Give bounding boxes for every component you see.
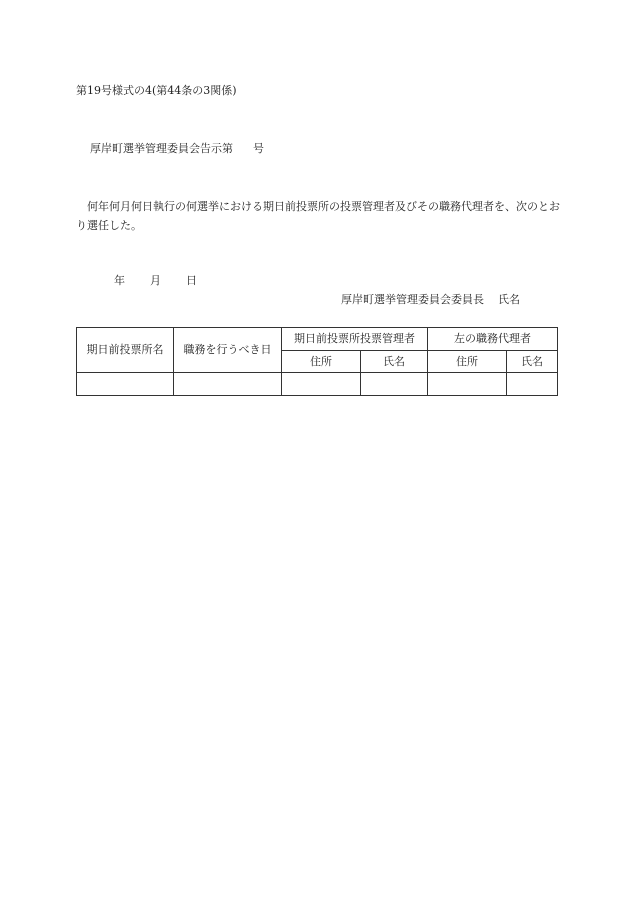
signature-title: 厚岸町選挙管理委員会委員長: [341, 293, 484, 306]
signature-line: [341, 293, 520, 307]
header-location: 期日前投票所名: [77, 328, 174, 373]
header-manager: 期日前投票所投票管理者: [282, 328, 428, 351]
cell-manager-address: [282, 373, 361, 396]
header-manager-name: 氏名: [361, 351, 428, 373]
notice-body-text: 何年何月何日執行の何選挙における期日前投票所の投票管理者及びその職務代理者を、次のとおり選任した。: [76, 200, 560, 232]
notice-body: [76, 197, 566, 235]
notice-title: [90, 142, 264, 156]
header-deputy-address: 住所: [428, 351, 507, 373]
date-line: [114, 274, 197, 288]
date-month: 月: [150, 274, 161, 287]
header-deputy-name: 氏名: [507, 351, 558, 373]
table-row: [77, 373, 558, 396]
cell-deputy-name: [507, 373, 558, 396]
date-year: 年: [114, 274, 125, 287]
table-header-row: [77, 328, 558, 351]
roster-table: [76, 327, 558, 396]
notice-number-suffix: 号: [253, 142, 264, 155]
cell-location: [77, 373, 174, 396]
cell-manager-name: [361, 373, 428, 396]
signature-name-label: 氏名: [498, 293, 520, 306]
header-deputy: 左の職務代理者: [428, 328, 558, 351]
cell-deputy-address: [428, 373, 507, 396]
notice-title-text: 厚岸町選挙管理委員会告示第: [90, 142, 233, 155]
date-day: 日: [186, 274, 197, 287]
cell-duty-date: [174, 373, 282, 396]
form-number: 第19号様式の4(第44条の3関係): [76, 84, 237, 97]
header-manager-address: 住所: [282, 351, 361, 373]
header-duty-date: 職務を行うべき日: [174, 328, 282, 373]
